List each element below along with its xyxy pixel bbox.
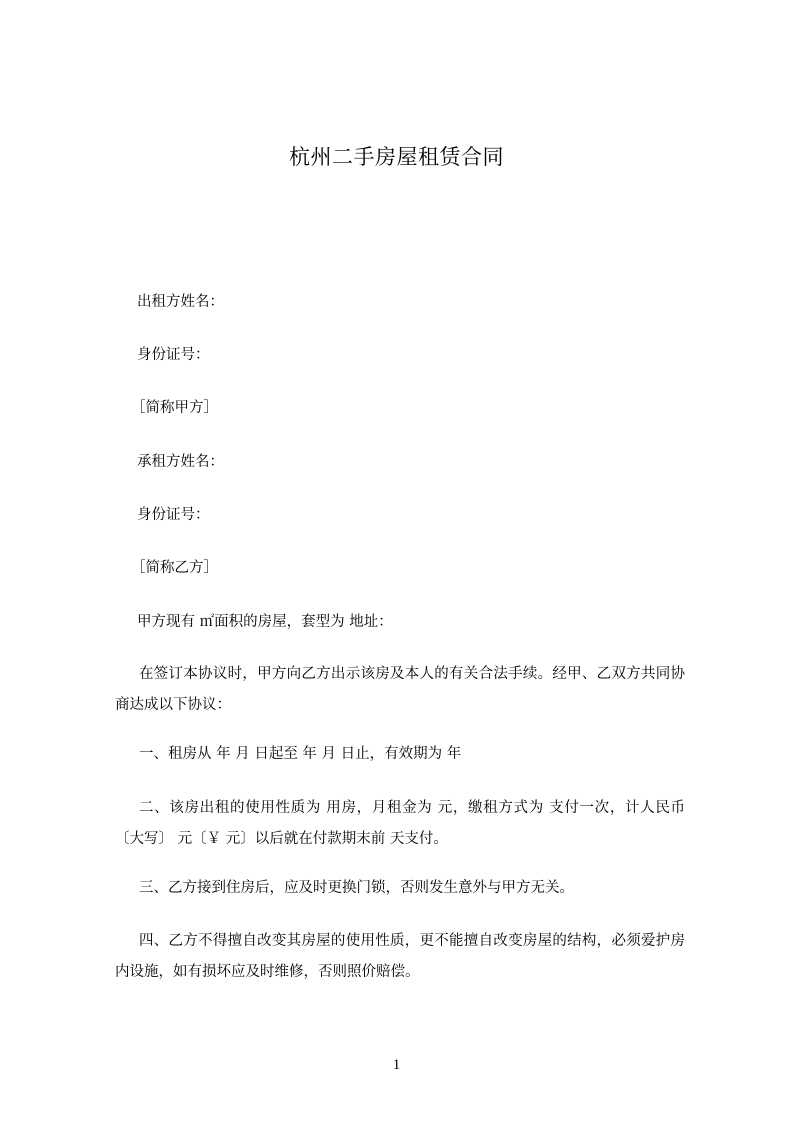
lessor-id-line: 身份证号： [137, 347, 210, 363]
page-number: 1 [392, 1057, 401, 1073]
clause-4-paragraph: 四、乙方不得擅自改变其房屋的使用性质，更不能擅自改变房屋的结构，必须爱护房内设施，如有损坏应及时维修，否则照价赔偿。 [115, 933, 685, 980]
lessor-name-line: 出租方姓名： [137, 294, 224, 310]
clause-1-paragraph: 一、租房从 年 月 日起至 年 月 日止，有效期为 年 [139, 746, 462, 762]
agreement-intro-paragraph: 在签订本协议时，甲方向乙方出示该房及本人的有关合法手续。经甲、乙双方共同协商达成以下协议： [115, 666, 685, 713]
clause-2-paragraph: 二、该房出租的使用性质为 用房，月租金为 元，缴租方式为 支付一次，计人民币〔大写〕 元〔￥ 元〕以后就在付款期末前 天支付。 [115, 800, 685, 847]
clause-3-paragraph: 三、乙方接到住房后，应及时更换门锁，否则发生意外与甲方无关。 [139, 880, 574, 896]
lessee-id-line: 身份证号： [137, 507, 210, 523]
property-description-line: 甲方现有 ㎡面积的房屋，套型为 地址： [137, 614, 393, 630]
lessee-name-line: 承租方姓名： [137, 454, 224, 470]
party-a-abbrev-line: ［简称甲方］ [131, 400, 218, 416]
document-title: 杭州二手房屋租赁合同 [289, 145, 504, 169]
party-b-abbrev-line: ［简称乙方］ [131, 560, 218, 576]
